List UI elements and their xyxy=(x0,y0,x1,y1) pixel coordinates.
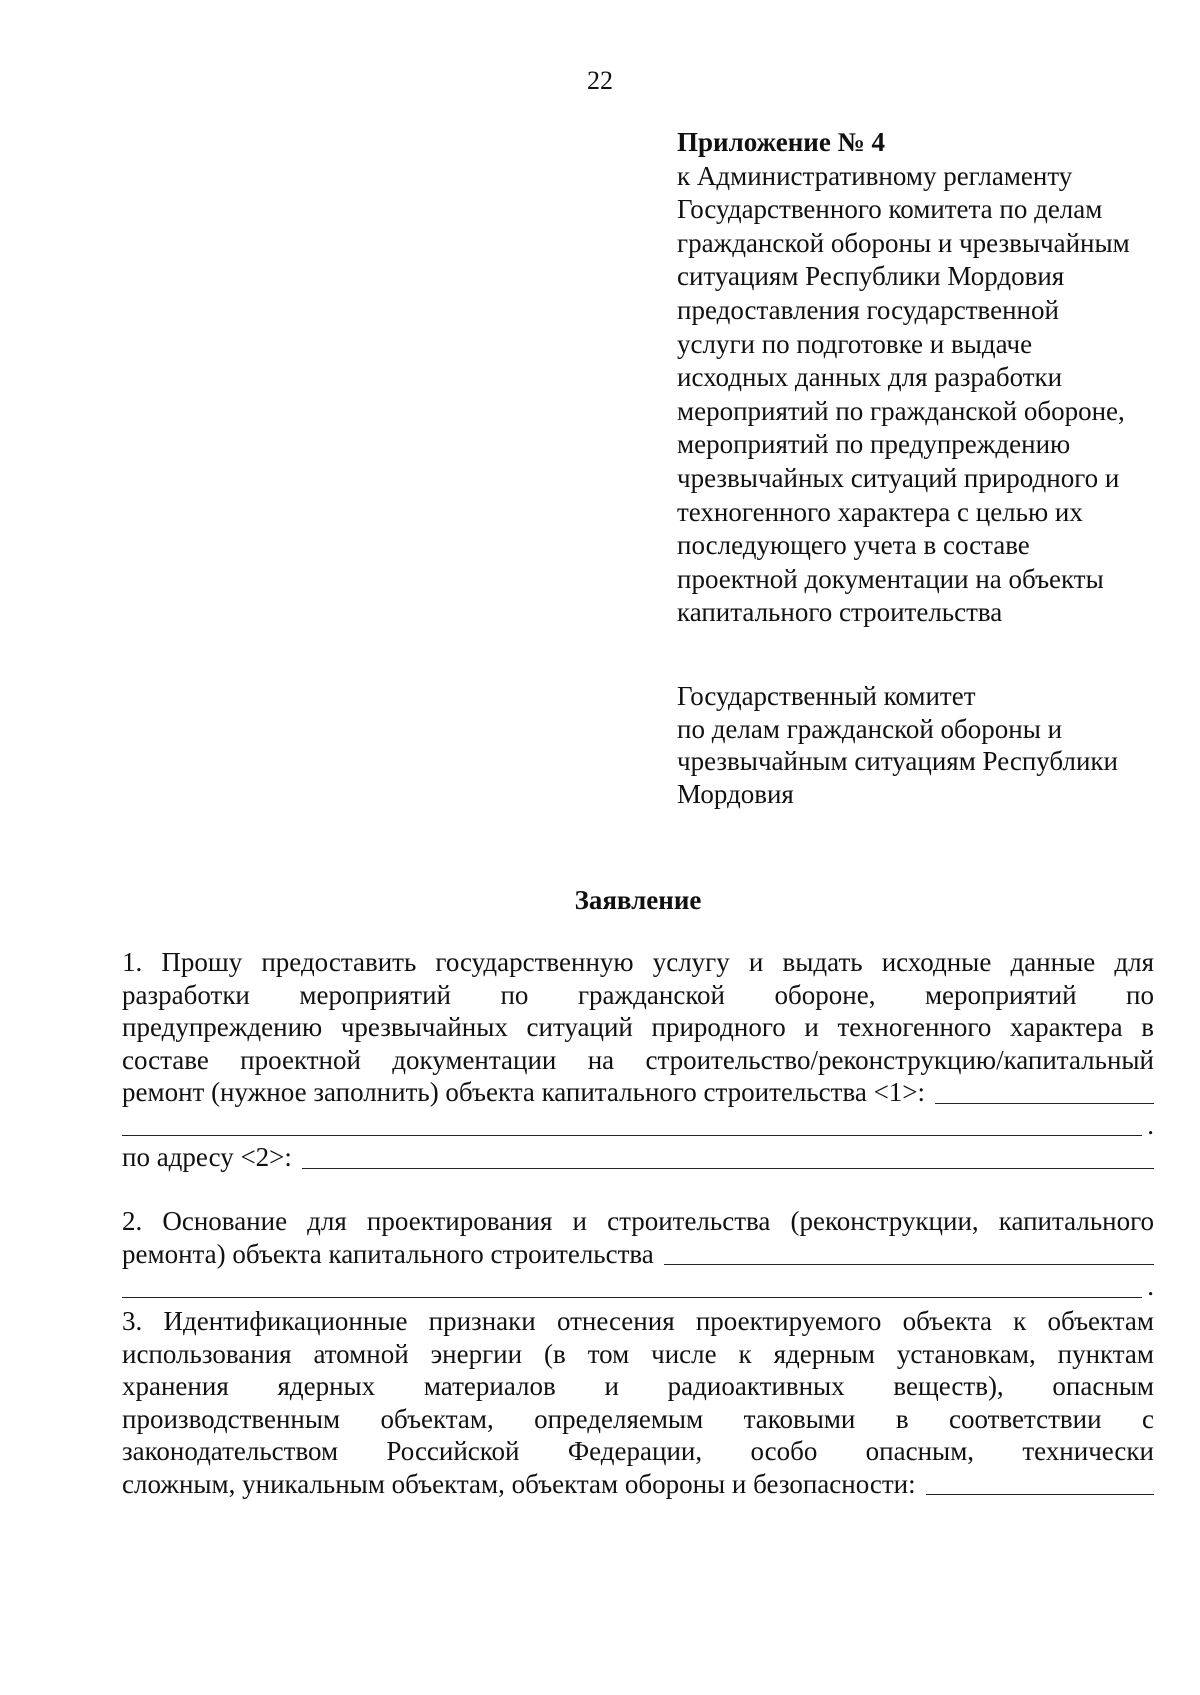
appendix-line: мероприятий по гражданской обороне, xyxy=(677,395,1125,426)
appendix-heading: Приложение № 4 xyxy=(677,127,885,157)
address-label: по адресу <2>: xyxy=(122,1142,292,1172)
object-name-continuation-row xyxy=(122,1109,1154,1142)
section-3-line: сложным, уникальным объектам, объектам обороны и безопасности: xyxy=(122,1468,916,1499)
period: . xyxy=(1147,1109,1154,1140)
appendix-line: проектной документации на объекты xyxy=(677,563,1104,594)
address-field[interactable] xyxy=(302,1146,1154,1169)
address-row xyxy=(122,1141,1154,1174)
appendix-line: услуги по подготовке и выдаче xyxy=(677,328,1033,359)
appendix-line: к Административному регламенту xyxy=(677,160,1073,191)
addressee-block xyxy=(677,680,1177,810)
section-3-line: 3. Идентификационные признаки отнесения проектируемого объекта к объектам xyxy=(122,1306,1154,1336)
appendix-line: мероприятий по предупреждению xyxy=(677,429,1071,460)
section-3-line: законодательством Российской Федерации, особо опасным, технически xyxy=(122,1436,1154,1466)
document-title: Заявление xyxy=(574,885,702,915)
section-1-line: ремонт (нужное заполнить) объекта капитального строительства <1>: xyxy=(122,1077,926,1107)
section-1-line: предупреждению чрезвычайных ситуаций природного и техногенного характера в xyxy=(122,1012,1154,1042)
appendix-line: Государственного комитета по делам xyxy=(677,194,1103,225)
object-name-row xyxy=(122,1076,1154,1109)
addressee-line: Государственный комитет xyxy=(677,681,976,711)
addressee-line: чрезвычайным ситуациям Республики xyxy=(677,746,1118,776)
appendix-line: последующего учета в составе xyxy=(677,530,1030,561)
page-number: 22 xyxy=(587,66,613,95)
object-name-continuation-field[interactable] xyxy=(122,1113,1142,1136)
basis-row xyxy=(122,1238,1154,1271)
appendix-line: гражданской обороны и чрезвычайным xyxy=(677,227,1130,258)
addressee-line: по делам гражданской обороны и xyxy=(677,713,1063,744)
appendix-line: чрезвычайных ситуаций природного и xyxy=(677,462,1120,493)
section-1-line: составе проектной документации на строительство/реконструкцию/капитальный xyxy=(122,1044,1154,1075)
section-2-line: 2. Основание для проектирования и строительства (реконструкции, капитального xyxy=(122,1206,1154,1236)
section-3-line: хранения ядерных материалов и радиоактивных веществ), опасным xyxy=(122,1371,1154,1401)
section-1-line: разработки мероприятий по гражданской обороне, мероприятий по xyxy=(122,979,1154,1010)
section-2 xyxy=(122,1205,1154,1303)
section-3 xyxy=(122,1305,1154,1500)
appendix-line: предоставления государственной xyxy=(677,294,1059,325)
basis-continuation-row xyxy=(122,1270,1154,1303)
addressee-line: Мордовия xyxy=(677,778,794,809)
object-name-field[interactable] xyxy=(935,1081,1154,1104)
section-1 xyxy=(122,946,1154,1174)
appendix-block xyxy=(677,126,1177,630)
section-1-line: 1. Прошу предоставить государственную услугу и выдать исходные данные для xyxy=(122,947,1154,977)
identification-field[interactable] xyxy=(926,1472,1154,1495)
section-2-line: ремонта) объекта капитального строительства xyxy=(122,1238,654,1269)
section-3-line: использования атомной энергии (в том числе к ядерным установкам, пунктам xyxy=(122,1338,1154,1369)
section-3-line: производственным объектам, определяемым таковыми в соответствии с xyxy=(122,1403,1154,1434)
period: . xyxy=(1147,1271,1154,1301)
basis-continuation-field[interactable] xyxy=(122,1275,1142,1298)
appendix-line: техногенного характера с целью их xyxy=(677,496,1083,527)
appendix-line: капитального строительства xyxy=(677,597,1003,628)
basis-field[interactable] xyxy=(664,1242,1154,1265)
identification-row xyxy=(122,1468,1154,1501)
appendix-line: ситуациям Республики Мордовия xyxy=(677,261,1065,292)
appendix-line: исходных данных для разработки xyxy=(677,362,1063,393)
